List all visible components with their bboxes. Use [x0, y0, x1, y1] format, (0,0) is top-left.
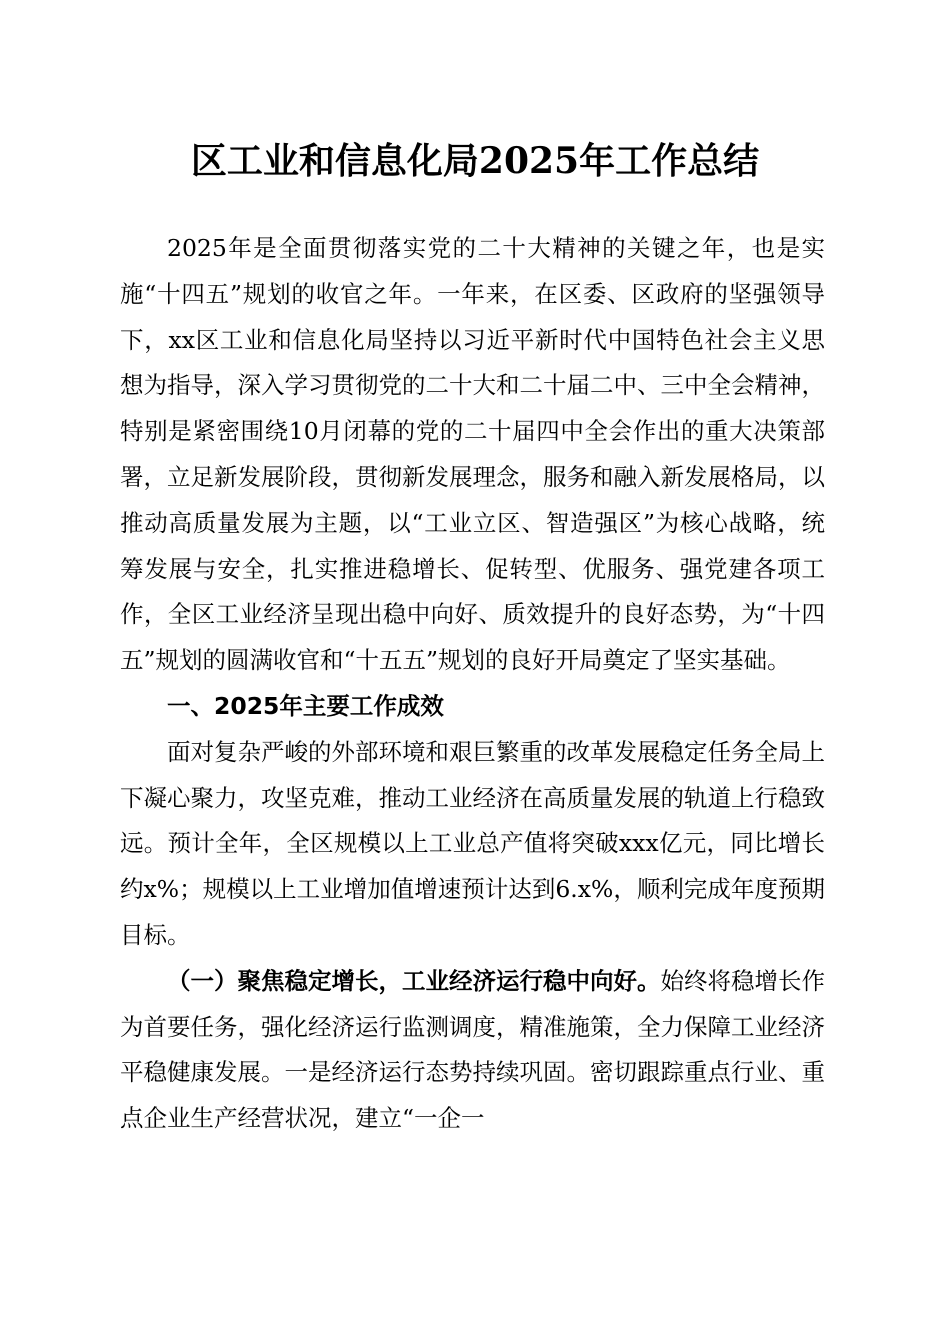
document-title: 区工业和信息化局2025年工作总结 [190, 140, 760, 182]
document-body [120, 226, 825, 1142]
subsection-text: 始终将稳增长作为首要任务，强化经济运行监测调度，精准施策，全力保障工业经济平稳健康发展。一是经济运行态势持续巩固。密切跟踪重点行业、重点企业生产经营状况，建立“一企一 [120, 966, 825, 1133]
section-paragraph: 面对复杂严峻的外部环境和艰巨繁重的改革发展稳定任务全局上下凝心聚力，攻坚克难，推动工业经济在高质量发展的轨道上行稳致远。预计全年，全区规模以上工业总产值将突破xxx亿元，同比增长约x%；规模以上工业增加值增速预计达到6.x%，顺利完成年度预期目标。 [120, 737, 825, 949]
subsection-heading: （一）聚焦稳定增长，工业经济运行稳中向好。 [167, 966, 661, 995]
intro-paragraph: 2025年是全面贯彻落实党的二十大精神的关键之年，也是实施“十四五”规划的收官之年。一年来，在区委、区政府的坚强领导下，xx区工业和信息化局坚持以习近平新时代中国特色社会主义思想为指导，深入学习贯彻党的二十大和二十届二中、三中全会精神，特别是紧密围绕10月闭幕的党的二十届四中全会作出的重大决策部署，立足新发展阶段，贯彻新发展理念，服务和融入新发展格局，以推动高质量发展为主题，以“工业立区、智造强区”为核心战略，统筹发展与安全，扎实推进稳增长、促转型、优服务、强党建各项工作，全区工业经济呈现出稳中向好、质效提升的良好态势，为“十四五”规划的圆满收官和“十五五”规划的良好开局奠定了坚实基础。 [120, 234, 825, 675]
subsection-paragraph [120, 959, 825, 1142]
section-heading: 一、2025年主要工作成效 [167, 691, 444, 720]
